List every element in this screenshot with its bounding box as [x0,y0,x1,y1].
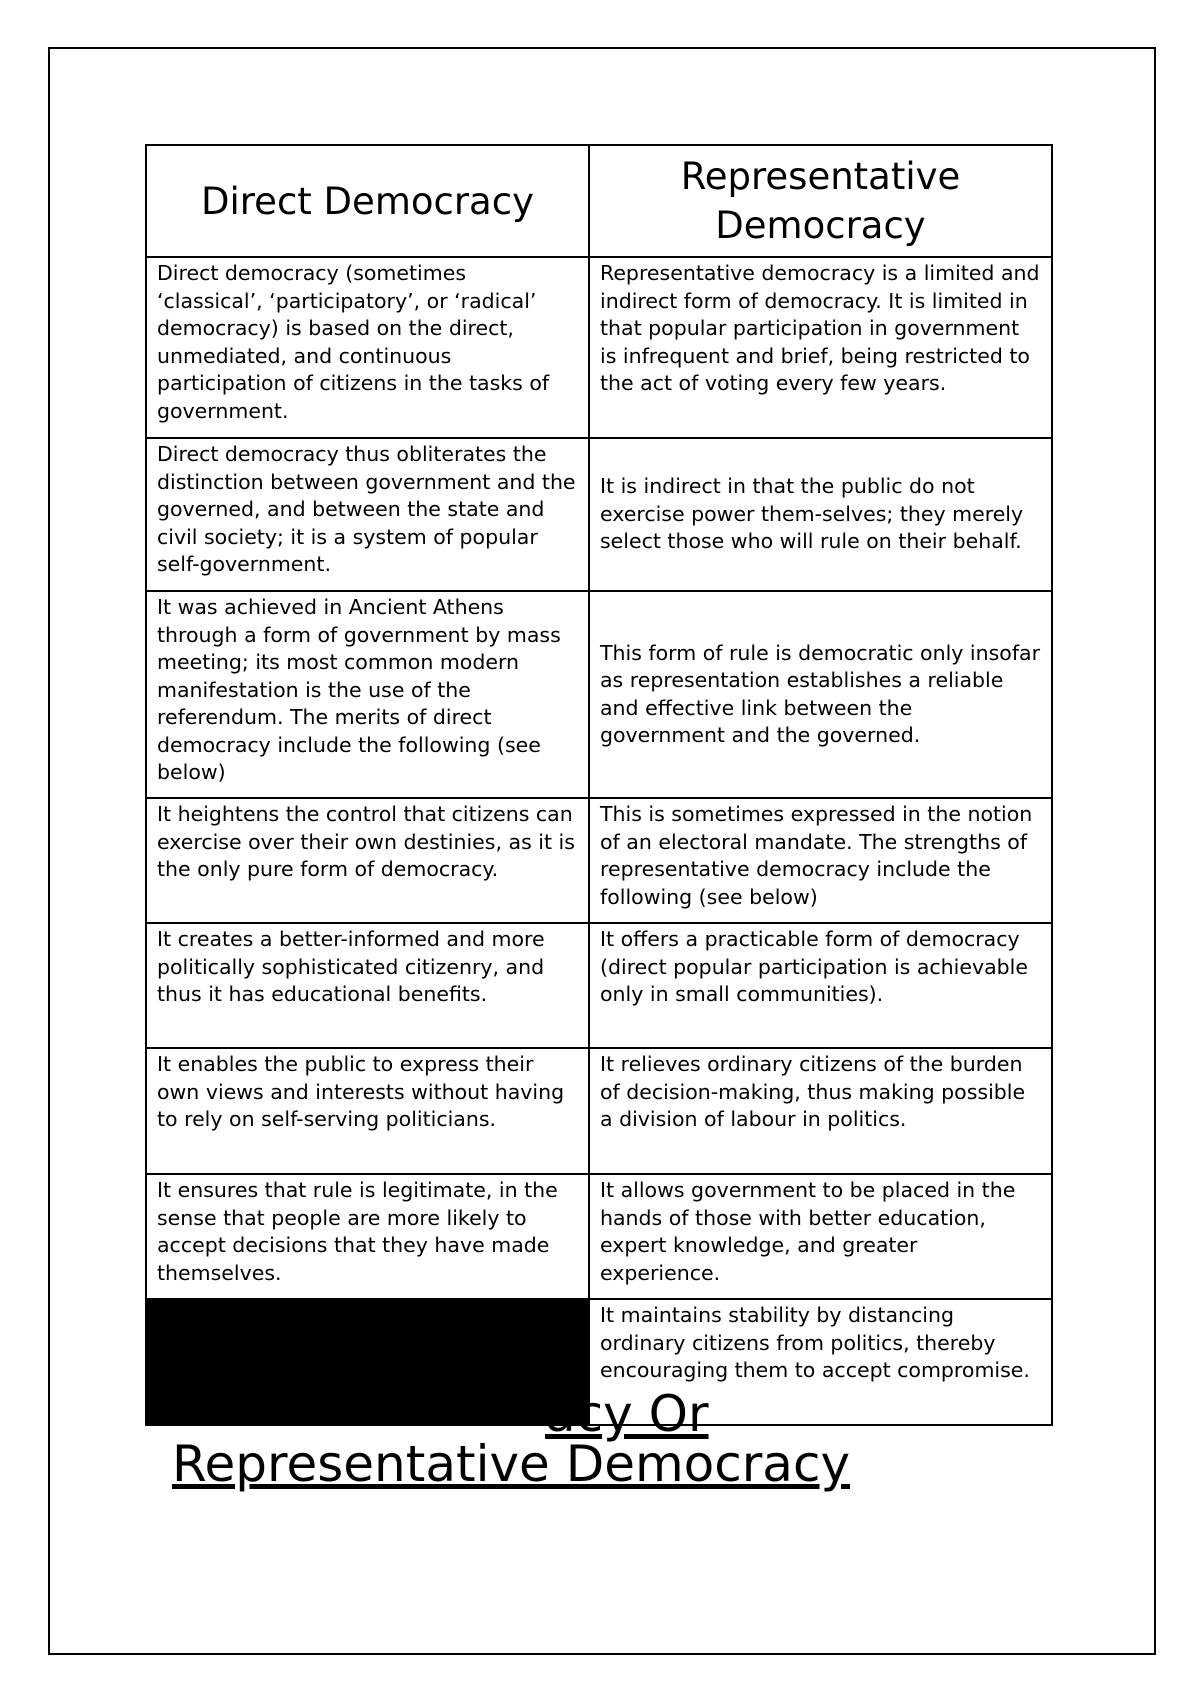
direct-cell: Direct democracy (sometimes ‘classical’, ‘participatory’, or ‘radical’ democracy) is based on the direct, unmediated, and continuous participation of citizens in the tasks of government. [146,257,589,438]
representative-cell: It maintains stability by distancing ordinary citizens from politics, thereby encouraging them to accept compromise. [589,1299,1052,1425]
representative-cell: It relieves ordinary citizens of the burden of decision-making, thus making possible a division of labour in politics. [589,1048,1052,1174]
direct-cell: Direct democracy thus obliterates the distinction between government and the governed, and between the state and civil society; it is a system of popular self-government. [146,438,589,591]
direct-cell: It was achieved in Ancient Athens through a form of government by mass meeting; its most common modern manifestation is the use of the referendum. The merits of direct democracy include the following (see below) [146,591,589,798]
redacted-cell [146,1299,589,1425]
direct-cell: It heightens the control that citizens can exercise over their own destinies, as it is the only pure form of democracy. [146,798,589,923]
document-title: Representative Democracy [172,1435,851,1493]
representative-cell: This form of rule is democratic only insofar as representation establishes a reliable and effective link between the government and the governed. [589,591,1052,798]
table-row [146,1174,1052,1299]
title-partial-line: acy Or [545,1385,709,1443]
representative-cell: It offers a practicable form of democracy (direct popular participation is achievable only in small communities). [589,923,1052,1048]
direct-cell: It enables the public to express their own views and interests without having to rely on self-serving politicians. [146,1048,589,1174]
table-row [146,923,1052,1048]
direct-cell: It ensures that rule is legitimate, in the sense that people are more likely to accept decisions that they have made themselves. [146,1174,589,1299]
table-row [146,798,1052,923]
representative-cell: This is sometimes expressed in the notion of an electoral mandate. The strengths of representative democracy include the following (see below) [589,798,1052,923]
representative-cell: Representative democracy is a limited and indirect form of democracy. It is limited in that popular participation in government is infrequent and brief, being restricted to the act of voting every few years. [589,257,1052,438]
representative-cell: It allows government to be placed in the hands of those with better education, expert knowledge, and greater experience. [589,1174,1052,1299]
header-direct-democracy: Direct Democracy [146,145,589,257]
representative-cell: It is indirect in that the public do not exercise power them-selves; they merely select those who will rule on their behalf. [589,438,1052,591]
table-header-row [146,145,1052,257]
table-row [146,257,1052,438]
table-row [146,1048,1052,1174]
table-row [146,591,1052,798]
direct-cell: It creates a better-informed and more politically sophisticated citizenry, and thus it has educational benefits. [146,923,589,1048]
comparison-table [145,144,1053,1426]
table-row [146,438,1052,591]
header-representative-democracy: Representative Democracy [589,145,1052,257]
